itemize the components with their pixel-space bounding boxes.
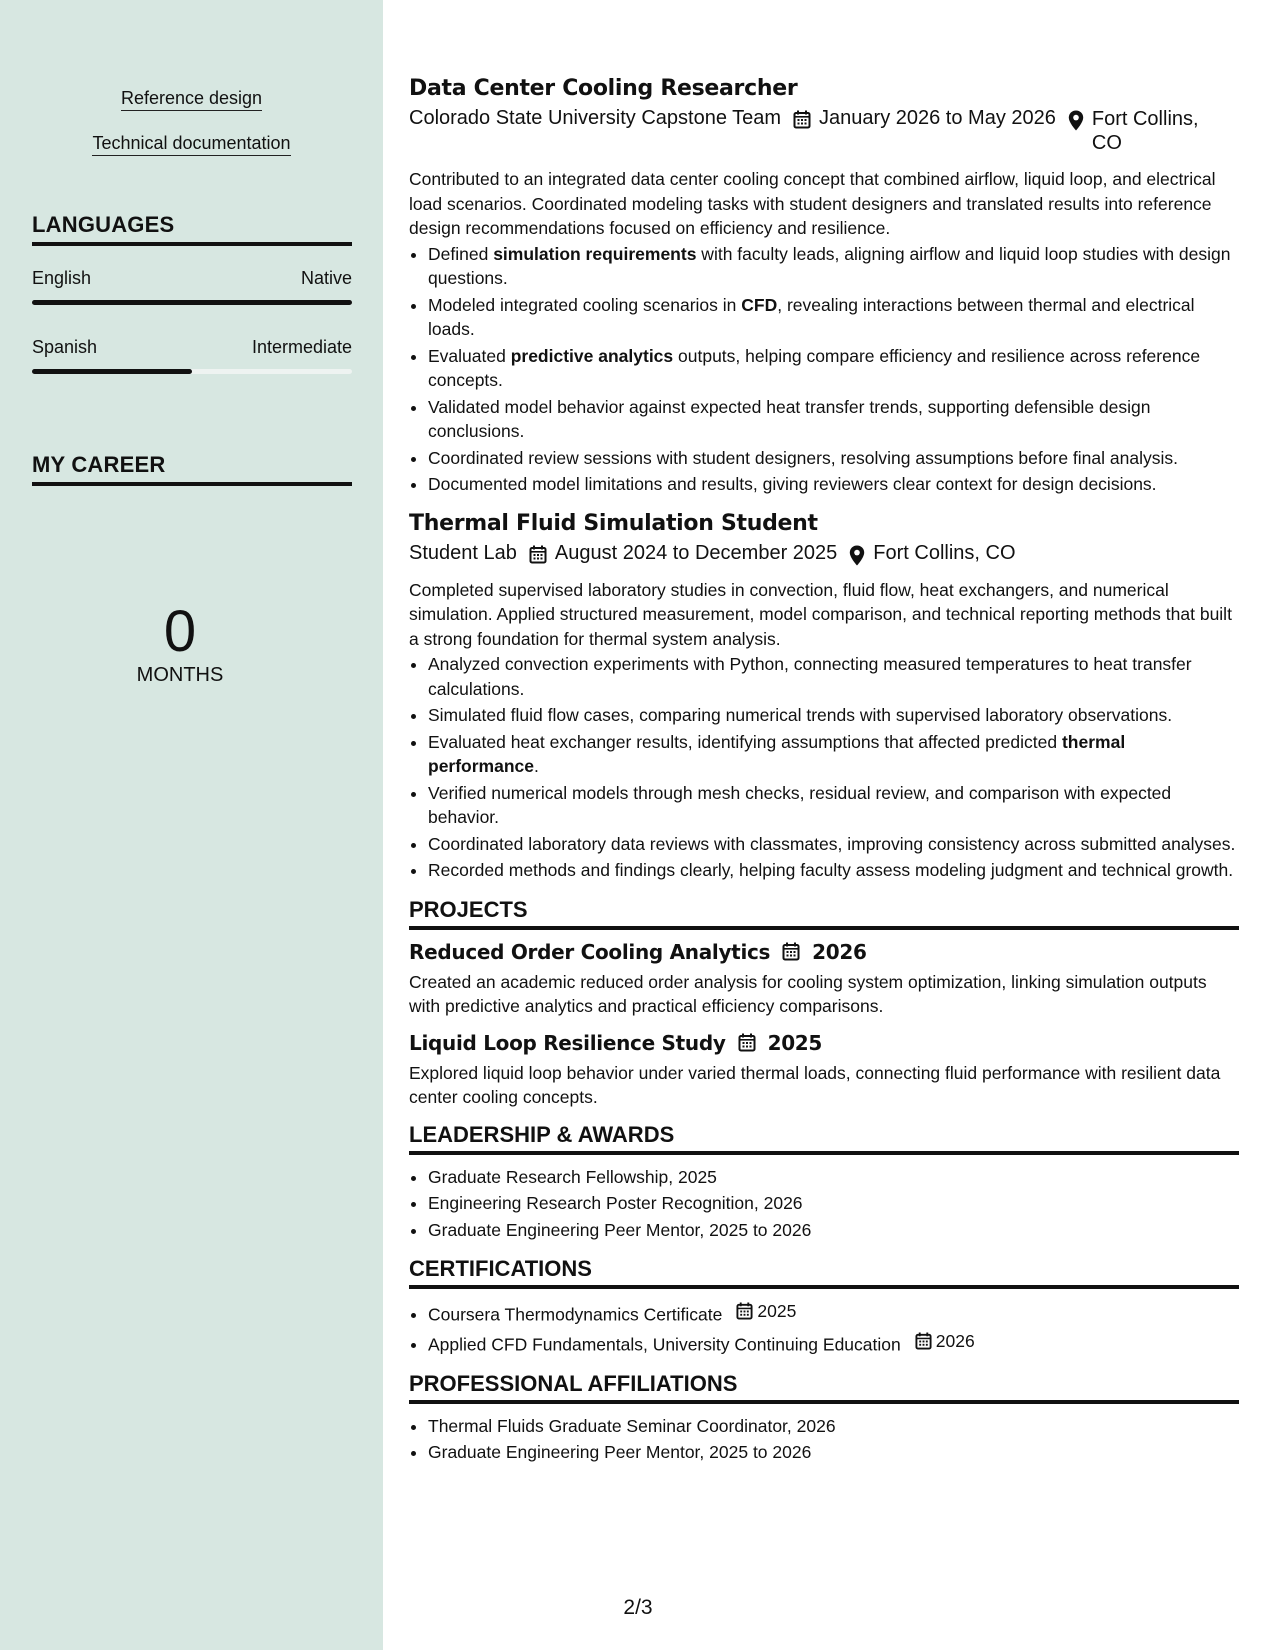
leadership-list [409,1165,1239,1243]
language-level: Native [300,268,352,288]
bold-keyword: predictive analytics [510,345,674,366]
languages-heading: LANGUAGES [32,212,352,246]
affiliations-heading: PROFESSIONAL AFFILIATIONS [409,1371,1239,1404]
page-number: 2/3 [623,1596,653,1619]
job-bullets [409,652,1239,883]
project-title-row [409,940,1239,964]
calendar-icon [738,1033,756,1052]
certifications-list [409,1299,1239,1357]
sidebar-link-label[interactable]: Technical documentation [92,133,290,156]
calendar-icon [736,1302,753,1320]
affiliations-list [409,1414,1239,1465]
language-name: Spanish [32,337,98,357]
job-entry [409,511,1239,883]
job-bullet: • Defined simulation requirements with faculty leads, aligning airflow and liquid loop studies with design questions. [428,242,1239,291]
job-dates [793,107,1056,155]
projects-heading: PROJECTS [409,897,1239,930]
job-bullet: • Coordinated laboratory data reviews with classmates, improving consistency across submitted analyses. [428,832,1239,857]
language-row-spanish [32,337,352,358]
job-bullet: • Documented model limitations and results, giving reviewers clear context for design decisions. [428,472,1239,497]
certification-name: Applied CFD Fundamentals, University Continuing Education [428,1334,901,1354]
job-company: Colorado State University Capstone Team [409,107,782,129]
job-meta [409,542,1239,566]
project-year: 2025 [767,1030,823,1055]
sidebar-link-reference-design[interactable] [0,88,383,109]
bold-keyword: thermal performance [428,731,1126,776]
job-meta [409,107,1239,155]
job-company: Student Lab [409,541,517,564]
job-summary: Completed supervised laboratory studies in convection, fluid flow, heat exchangers, and numerical simulation. Applied structured measurement, model comparison, and technical reporting methods that built a strong foundation for thermal system analysis. [409,579,1232,649]
project-description: Explored liquid loop behavior under varied thermal loads, connecting fluid performance with resilient data center cooling concepts. [409,1062,1221,1107]
project-entry [409,1031,1239,1110]
language-bar-spanish [32,369,352,374]
job-bullets [409,242,1239,497]
project-title-row [409,1031,1239,1055]
job-summary: Contributed to an integrated data center cooling concept that combined airflow, liquid loop, and electrical load scenarios. Coordinated modeling tasks with student designers and translated results into reference design recommendations focused on efficiency and resilience. [409,169,1216,238]
language-bar-english [32,300,352,305]
job-title: Data Center Cooling Researcher [409,76,798,101]
location-pin-icon [849,545,865,566]
sidebar-link-label[interactable]: Reference design [121,88,262,111]
bold-keyword: CFD [741,294,778,315]
language-row-english [32,268,352,289]
project-description: Created an academic reduced order analysis for cooling system optimization, linking simulation outputs with predictive analytics and practical efficiency comparisons. [409,971,1207,1016]
list-item: • Engineering Research Poster Recognition, 2026 [428,1191,1239,1216]
bold-keyword: simulation requirements [493,243,697,264]
language-name: English [32,268,92,288]
job-bullet: • Evaluated predictive analytics outputs, helping compare efficiency and resilience across reference concepts. [428,344,1239,393]
language-bar-fill [32,369,192,374]
job-bullet: • Validated model behavior against expected heat transfer trends, supporting defensible design conclusions. [428,395,1239,444]
list-item: • Graduate Research Fellowship, 2025 [428,1165,1239,1190]
certification-name: Coursera Thermodynamics Certificate [428,1304,723,1325]
project-year: 2026 [812,939,867,964]
job-dates-text: August 2024 to December 2025 [554,541,838,564]
calendar-icon [793,110,811,129]
job-location-text: Fort Collins, CO [1091,108,1199,154]
list-item [428,1329,1239,1357]
list-item: • Graduate Engineering Peer Mentor, 2025 to 2026 [428,1218,1239,1243]
job-bullet: • Evaluated heat exchanger results, identifying assumptions that affected predicted thermal performance. [428,730,1239,779]
list-item: • Thermal Fluids Graduate Seminar Coordinator, 2026 [428,1414,1239,1439]
language-bar-fill [32,300,352,305]
certification-date [736,1299,796,1324]
sidebar [0,0,383,1650]
career-heading: MY CAREER [32,452,352,486]
list-item [428,1299,1239,1327]
job-dates [529,542,837,566]
leadership-heading: LEADERSHIP & AWARDS [409,1122,1239,1155]
job-bullet: • Simulated fluid flow cases, comparing numerical trends with supervised laboratory observations. [428,703,1239,728]
job-bullet: • Coordinated review sessions with student designers, resolving assumptions before final analysis. [428,446,1239,471]
job-bullet: • Analyzed convection experiments with Python, connecting measured temperatures to heat transfer calculations. [428,652,1239,701]
job-entry [409,76,1239,497]
calendar-icon [782,942,800,961]
job-location [1068,107,1227,155]
certification-date [915,1329,975,1354]
project-entry [409,940,1239,1019]
project-title: Liquid Loop Resilience Study [409,1030,726,1055]
certifications-heading: CERTIFICATIONS [409,1256,1239,1289]
job-bullet: • Recorded methods and findings clearly, helping faculty assess modeling judgment and technical growth. [428,858,1239,883]
job-title: Thermal Fluid Simulation Student [409,510,818,536]
list-item: • Graduate Engineering Peer Mentor, 2025 to 2026 [428,1440,1239,1465]
career-months-label: MONTHS [136,664,224,686]
location-pin-icon [1068,110,1084,131]
project-title: Reduced Order Cooling Analytics [409,939,771,964]
job-location-text: Fort Collins, CO [873,541,1016,564]
calendar-icon [915,1332,932,1350]
job-bullet: • Verified numerical models through mesh checks, residual review, and comparison with expected behavior. [428,781,1239,830]
job-dates-text: January 2026 to May 2026 [819,107,1056,129]
main-content [409,76,1239,1479]
calendar-icon [529,545,547,564]
career-months-number: 0 [163,599,197,664]
job-bullet: • Modeled integrated cooling scenarios in CFD, revealing interactions between thermal and electrical loads. [428,293,1239,342]
sidebar-link-technical-documentation[interactable] [0,133,383,154]
certification-year: 2025 [757,1301,797,1321]
language-level: Intermediate [251,337,352,357]
certification-year: 2026 [935,1330,975,1351]
job-location [849,542,1015,566]
